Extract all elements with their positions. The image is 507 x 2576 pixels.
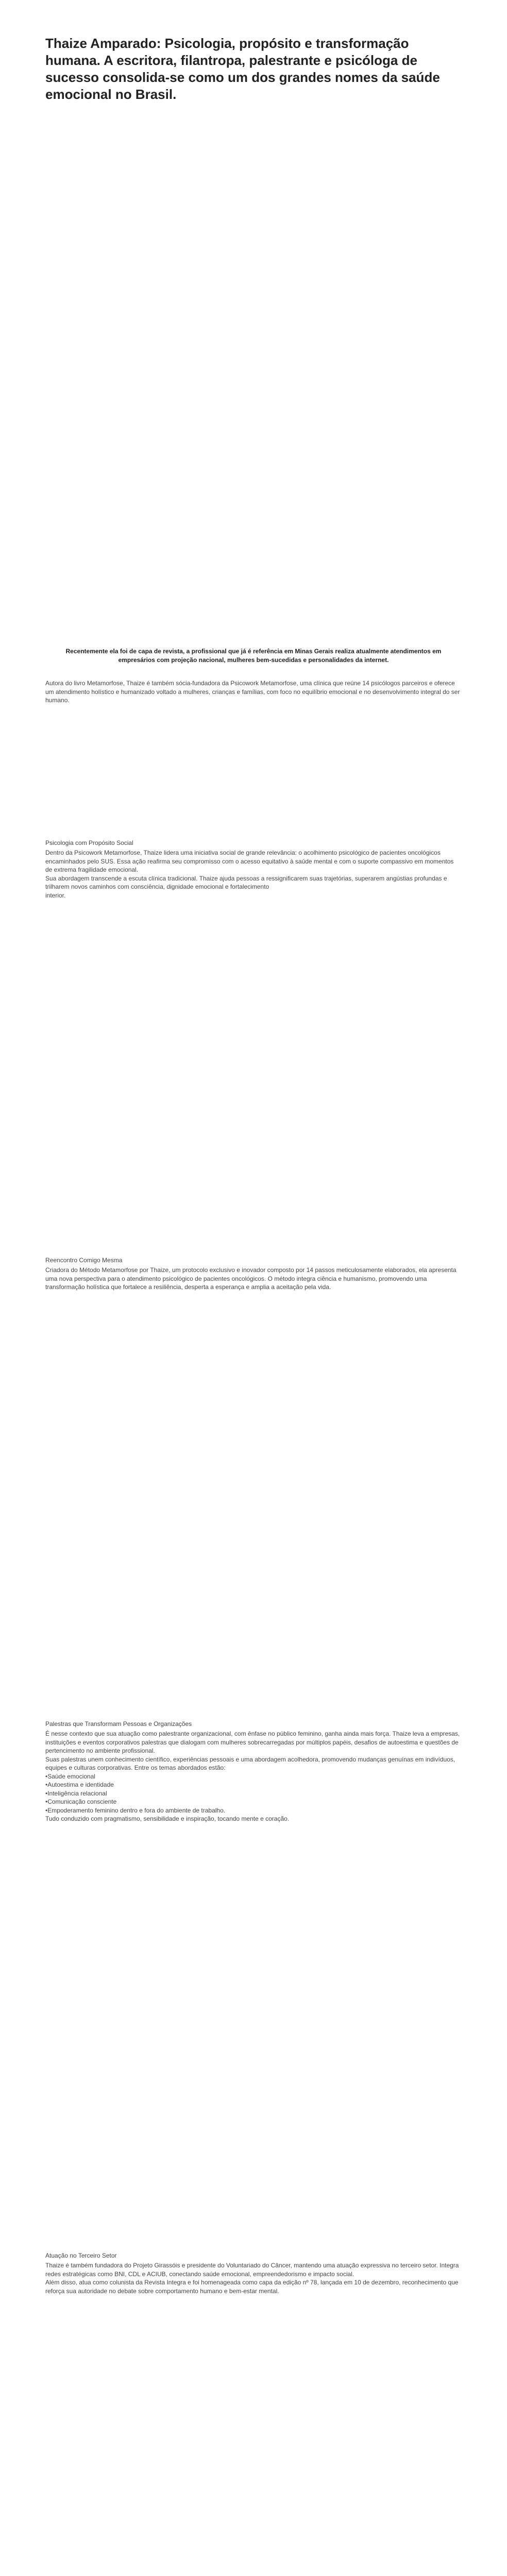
intro-highlight: Recentemente ela foi de capa de revista, a profissional que já é referência em Minas Gerais realiza atualmente atendimentos em empresários com projeção nacional, mulheres bem-sucedidas e personalidades da internet.: [65, 648, 442, 664]
paragraph: Sua abordagem transcende a escuta clínica tradicional. Thaize ajuda pessoas a ressignificarem suas trajetórias, superarem angústias profundas e trilharem novos caminhos com consciência, dignidade emocional e fortalecimento: [45, 874, 447, 890]
paragraph: Suas palestras unem conhecimento científico, experiências pessoais e uma abordagem acolhedora, promovendo mudanças genuínas em indivíduos, equipes e culturas corporativas. Entre os temas abordados estão:: [45, 1755, 455, 1771]
section-title: Psicologia com Propósito Social: [45, 839, 133, 846]
paragraph: É nesse contexto que sua atuação como palestrante organizacional, com ênfase no público feminino, ganha ainda mais força. Thaize leva a empresas, instituições e eventos corporativos palestras que dialogam com mulheres sobrecarregadas por múltiplos papéis, desafios de autoestima e questões de pertencimento no ambiente profissional.: [45, 1730, 460, 1754]
section-talks: [45, 1720, 462, 1823]
section-social-purpose: [45, 839, 462, 900]
intro-paragraph: Autora do livro Metamorfose, Thaize é também sócia-fundadora da Psicowork Metamorfose, uma clínica que reúne 14 psicólogos parceiros e oferece um atendimento holístico e humanizado voltado a mulheres, crianças e famílias, com foco no equilíbrio emocional e no desenvolvimento integral do ser humano.: [45, 680, 460, 704]
section-title: Palestras que Transformam Pessoas e Organizações: [45, 1720, 192, 1727]
section-third-sector: [45, 2251, 462, 2295]
list-item: •Saúde emocional: [45, 1772, 95, 1780]
section-title: Atuação no Terceiro Setor: [45, 2252, 117, 2259]
paragraph: Thaize é também fundadora do Projeto Girassóis e presidente do Voluntariado do Câncer, mantendo uma atuação expressiva no terceiro setor. Integra redes estratégicas como BNI, CDL e ACIUB, conectando saúde emocional, empreendedorismo e impacto social.: [45, 2262, 459, 2278]
paragraph: Dentro da Psicowork Metamorfose, Thaize lidera uma iniciativa social de grande relevância: o acolhimento psicológico de pacientes oncológicos encaminhados pelo SUS. Essa ação reafirma seu compromisso com o acesso equitativo à saúde mental e com o suporte compassivo em momentos de extrema fragilidade emocional.: [45, 849, 454, 873]
paragraph: interior.: [45, 891, 66, 899]
paragraph: Criadora do Método Metamorfose por Thaize, um protocolo exclusivo e inovador composto por 14 passos meticulosamente elaborados, ela apresenta uma nova perspectiva para o atendimento psicológico de pacientes oncológicos. O método integra ciência e humanismo, promovendo uma transformação holística que fortalece a resiliência, desperta a esperança e amplia a aceitação pela vida.: [45, 1266, 457, 1291]
topics-list: [45, 1772, 462, 1815]
list-item: •Autoestima e identidade: [45, 1781, 114, 1788]
list-item: •Inteligência relacional: [45, 1789, 107, 1797]
section-method: [45, 1256, 462, 1292]
intro-section: [45, 679, 462, 705]
paragraph: Além disso, atua como colunista da Revista Integra e foi homenageada como capa da edição nº 78, lançada em 10 de dezembro, reconhecimento que reforça sua autoridade no debate sobre comportamento humano e bem-estar mental.: [45, 2279, 459, 2295]
list-item: •Empoderamento feminino dentro e fora do ambiente de trabalho.: [45, 1806, 226, 1814]
paragraph: Tudo conduzido com pragmatismo, sensibilidade e inspiração, tocando mente e coração.: [45, 1815, 290, 1822]
page-title: Thaize Amparado: Psicologia, propósito e transformação humana. A escritora, filantropa, palestrante e psicóloga de sucesso consolida-se como um dos grandes nomes da saúde emocional no Brasil.: [45, 36, 440, 102]
list-item: •Comunicação consciente: [45, 1798, 117, 1805]
section-title: Reencontro Comigo Mesma: [45, 1257, 123, 1264]
